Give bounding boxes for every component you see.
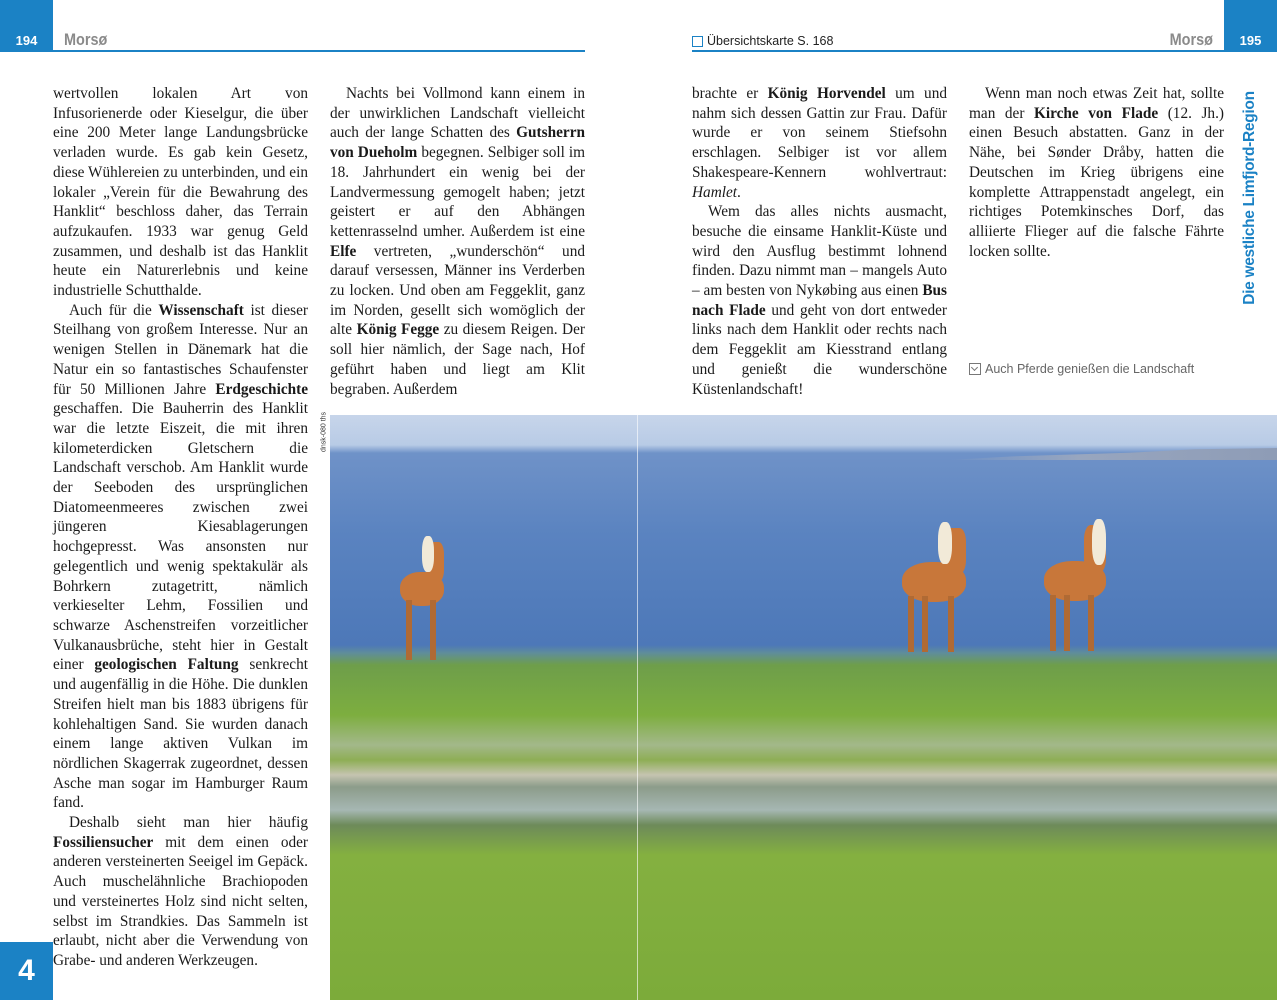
italic-term: Hamlet xyxy=(692,183,738,201)
caption-text: Auch Pferde genießen die Landschaft xyxy=(985,362,1195,376)
text-run: (12. Jh.) einen Besuch abstatten. Ganz in der Nähe, bei Sønder Dråby, hatten die Deutschen im Krieg übrigens eine komplette Attrappenstadt angelegt, ein richtiges Potemkinsches Dorf, das alliierte Flieger auf die falsche Fährte locken sollte. xyxy=(969,104,1224,260)
map-reference-text: Übersichtskarte S. 168 xyxy=(707,34,834,48)
chapter-side-tab: Die westliche Limfjord-Region xyxy=(1241,90,1258,305)
caption-arrow-icon xyxy=(969,363,981,375)
bold-term: Kirche von Flade xyxy=(1033,104,1159,122)
bold-term: geologischen Faltung xyxy=(94,656,239,674)
text-column-3 xyxy=(692,84,947,399)
photo-credit: dnsk-080 ths xyxy=(320,411,328,453)
left-page-number: 194 xyxy=(0,0,53,52)
text-run: . xyxy=(737,183,741,201)
text-run: Auch für die xyxy=(69,301,159,319)
distant-coastline xyxy=(947,448,1277,460)
text-run: Nachts bei Vollmond kann einem in der unwirklichen Landschaft vielleicht auch der lange Schatten des xyxy=(330,85,585,142)
text-run: und geht von dort entweder links nach dem Hanklit oder rechts nach dem Feggeklit am Kiesstrand entlang und genießt die wunderschöne Küstenlandschaft! xyxy=(692,301,947,398)
paragraph xyxy=(692,202,947,399)
text-run: ist dieser Steilhang von großem Interesse. Nur an wenigen Stellen in Dänemark hat die Natur ein so fantastisches Schaufenster für 50 Millionen Jahre xyxy=(53,301,308,398)
bold-term: Fossiliensucher xyxy=(53,833,154,851)
text-run: Wenn man noch etwas Zeit hat, sollte man der xyxy=(969,85,1224,122)
bold-term: Gutsherrn von Dueholm xyxy=(330,124,585,162)
header-rule-right xyxy=(692,50,1224,52)
map-reference xyxy=(692,34,833,48)
text-run: Wem das alles nichts ausmacht, besuche die einsame Hanklit-Küste und wird den Ausflug bestimmt lohnend finden. Dazu nimmt man – mangels Auto – am besten von Nykøbing aus einen xyxy=(692,203,947,300)
right-running-title: Morsø xyxy=(1169,30,1213,49)
text-run: Deshalb sieht man hier häufig xyxy=(69,814,308,832)
bold-term: König Horvendel xyxy=(767,85,886,102)
paragraph xyxy=(53,84,308,301)
right-page-number: 195 xyxy=(1224,0,1277,52)
text-run: vertreten, „wunderschön“ und darauf versessen, Männer ins Verderben zu locken. Und oben am Feggeklit, ganz im Norden, gesellt sich womöglich der alte xyxy=(330,242,585,339)
photo-horses-coast xyxy=(330,415,1277,1000)
map-square-icon xyxy=(692,36,703,47)
text-run: mit dem einen oder anderen versteinerten Seeigel im Gepäck. Auch muschelähnliche Brachiopoden und versteinertes Holz sind nicht selten, selbst im Strandkies. Das Sammeln ist erlaubt, nicht aber die Verwendung von Grabe- und anderen Werkzeugen. xyxy=(53,833,308,969)
text-run: um und nahm sich dessen Gattin zur Frau. Dafür wurde er von seinem Stiefsohn erschlagen. Selbiger ist vor allem Shakespeare-Kennern wohlvertraut: xyxy=(692,85,948,181)
text-run: senkrecht und augenfällig in die Höhe. Die dunklen Streifen hielt man bis 1883 übrigens für kohlehaltigen Sand. Sie wurden danach einem lange aktiven Vulkan im nördlichen Skagerrak zugeordnet, dessen Asche man sogar im Hamburger Raum fand. xyxy=(53,656,308,812)
text-run: geschaffen. Die Bauherrin des Hanklit war die letzte Eiszeit, die mit ihren kilometerdicken Gletschern die Landschaft verschob. Am Hanklit wurde der Seeboden des ursprünglichen Diatomeenmeeres zwischen zwei jüngeren Kiesablagerungen hochgepresst. Was ansonsten nur gelegentlich und wenig spektakulär als Bohrkern zutagetritt, nämlich verkieselter Lehm, Fossilien und schwarze Aschenstreifen vorzeitlicher Vulkanausbrüche, steht hier in Gestalt einer xyxy=(53,400,308,674)
bold-term: Elfe xyxy=(330,242,357,260)
paragraph xyxy=(692,84,947,202)
photo-caption xyxy=(969,362,1194,376)
bold-term: Wissenschaft xyxy=(158,301,244,319)
bold-term: König Fegge xyxy=(356,321,440,339)
text-run: wertvollen lokalen Art von Infusorienerde oder Kieselgur, die über eine 200 Meter lange Landungsbrücke verladen wurde. Es gab kein Gesetz, diese Wühlereien zu unterbinden, und ein lokaler „Verein für die Bewahrung des Hanklit“ beschloss daher, das Terrain aufzukaufen. 1933 war genug Geld zusammen, und deshalb ist das Hanklit heute ein Naturerlebnis und keine industrielle Schutthalde. xyxy=(53,85,308,300)
bold-term: Erdgeschichte xyxy=(215,380,308,398)
text-run: begegnen. Selbiger soll im 18. Jahrhundert ein wenig bei der Landvermessung gemogelt haben; jetzt geistert er auf den Abhängen kettenrasselnd umher. Außerdem ist eine xyxy=(330,144,585,240)
bold-term: Bus nach Flade xyxy=(692,282,947,319)
header-rule-left xyxy=(53,50,585,52)
text-column-1 xyxy=(53,84,308,971)
page-gutter xyxy=(637,415,638,1000)
text-run: zu diesem Reigen. Der soll hier nämlich, der Sage nach, Hof geführt haben und liegt am Klit begraben. Außerdem xyxy=(330,321,585,398)
paragraph xyxy=(330,84,585,399)
paragraph xyxy=(969,84,1224,261)
text-run: brachte er xyxy=(692,85,768,102)
text-column-2 xyxy=(330,84,585,399)
paragraph xyxy=(53,813,308,971)
text-column-4 xyxy=(969,84,1224,261)
left-running-title: Morsø xyxy=(64,30,108,49)
chapter-number-tab: 4 xyxy=(0,942,53,1000)
paragraph xyxy=(53,301,308,813)
